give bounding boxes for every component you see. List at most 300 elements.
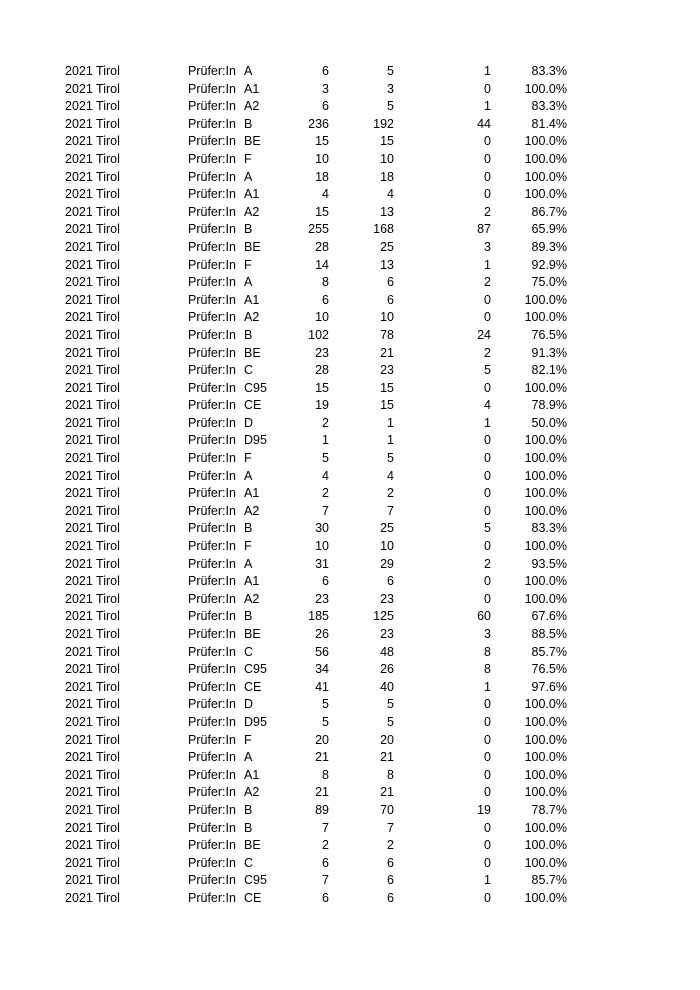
year-region-cell: 2021 Tirol <box>65 539 120 554</box>
pass-rate-cell: 100.0% <box>524 732 567 747</box>
year-region-cell: 2021 Tirol <box>65 134 120 149</box>
license-class-cell: CE <box>244 890 262 905</box>
pass-rate-cell: 92.9% <box>531 257 567 272</box>
total-count-cell: 23 <box>315 345 329 360</box>
year-region-cell: 2021 Tirol <box>65 556 120 571</box>
total-count-cell: 5 <box>322 697 329 712</box>
failed-count-cell: 0 <box>484 750 491 765</box>
pass-rate-cell: 93.5% <box>531 556 567 571</box>
passed-count-cell: 21 <box>380 345 394 360</box>
pass-rate-cell: 81.4% <box>531 116 567 131</box>
year-region-cell: 2021 Tirol <box>65 433 120 448</box>
failed-count-cell: 5 <box>484 363 491 378</box>
failed-count-cell: 0 <box>484 767 491 782</box>
pass-rate-cell: 100.0% <box>524 468 567 483</box>
table-row <box>0 450 700 468</box>
pass-rate-cell: 100.0% <box>524 187 567 202</box>
passed-count-cell: 168 <box>373 222 394 237</box>
license-class-cell: BE <box>244 345 261 360</box>
pass-rate-cell: 91.3% <box>531 345 567 360</box>
pass-rate-cell: 100.0% <box>524 697 567 712</box>
license-class-cell: A2 <box>244 503 260 518</box>
pass-rate-cell: 100.0% <box>524 820 567 835</box>
year-region-cell: 2021 Tirol <box>65 380 120 395</box>
failed-count-cell: 0 <box>484 451 491 466</box>
examiner-cell: Prüfer:In <box>188 64 236 78</box>
year-region-cell: 2021 Tirol <box>65 81 120 96</box>
examiner-cell: Prüfer:In <box>188 275 236 290</box>
table-row <box>0 397 700 415</box>
license-class-cell: F <box>244 151 252 166</box>
passed-count-cell: 7 <box>387 503 394 518</box>
year-region-cell: 2021 Tirol <box>65 503 120 518</box>
failed-count-cell: 0 <box>484 292 491 307</box>
examiner-cell: Prüfer:In <box>188 644 236 659</box>
failed-count-cell: 0 <box>484 187 491 202</box>
table-row <box>0 767 700 785</box>
failed-count-cell: 87 <box>477 222 491 237</box>
year-region-cell: 2021 Tirol <box>65 398 120 413</box>
passed-count-cell: 6 <box>387 855 394 870</box>
license-class-cell: D <box>244 697 254 712</box>
year-region-cell: 2021 Tirol <box>65 239 120 254</box>
table-row <box>0 309 700 327</box>
pass-rate-cell: 100.0% <box>524 380 567 395</box>
license-class-cell: A2 <box>244 591 260 606</box>
year-region-cell: 2021 Tirol <box>65 609 120 624</box>
failed-count-cell: 24 <box>477 327 491 342</box>
pass-rate-cell: 75.0% <box>531 275 567 290</box>
examiner-cell: Prüfer:In <box>188 451 236 466</box>
table-row <box>0 644 700 662</box>
table-row <box>0 221 700 239</box>
passed-count-cell: 25 <box>380 521 394 536</box>
passed-count-cell: 23 <box>380 627 394 641</box>
total-count-cell: 6 <box>322 855 329 870</box>
license-class-cell: B <box>244 820 253 835</box>
passed-count-cell: 6 <box>387 873 394 888</box>
total-count-cell: 15 <box>315 204 329 219</box>
total-count-cell: 5 <box>322 451 329 466</box>
license-class-cell: BE <box>244 239 261 254</box>
failed-count-cell: 0 <box>484 468 491 483</box>
year-region-cell: 2021 Tirol <box>65 873 120 888</box>
license-class-cell: A2 <box>244 310 260 325</box>
pass-rate-cell: 100.0% <box>524 292 567 307</box>
license-class-cell: BE <box>244 838 261 853</box>
license-class-cell: A1 <box>244 767 260 782</box>
pass-rate-cell: 100.0% <box>524 714 567 729</box>
passed-count-cell: 10 <box>380 151 394 166</box>
examiner-cell: Prüfer:In <box>188 292 236 307</box>
year-region-cell: 2021 Tirol <box>65 64 120 78</box>
failed-count-cell: 1 <box>484 415 491 430</box>
failed-count-cell: 0 <box>484 820 491 835</box>
table-row <box>0 784 700 802</box>
year-region-cell: 2021 Tirol <box>65 574 120 589</box>
examiner-cell: Prüfer:In <box>188 556 236 571</box>
year-region-cell: 2021 Tirol <box>65 345 120 360</box>
pass-rate-cell: 100.0% <box>524 890 567 905</box>
examiner-cell: Prüfer:In <box>188 468 236 483</box>
license-class-cell: C <box>244 855 254 870</box>
license-class-cell: BE <box>244 627 261 641</box>
table-row <box>0 485 700 503</box>
license-class-cell: F <box>244 257 252 272</box>
total-count-cell: 1 <box>322 433 329 448</box>
examiner-cell: Prüfer:In <box>188 627 236 641</box>
total-count-cell: 10 <box>315 539 329 554</box>
total-count-cell: 2 <box>322 486 329 501</box>
passed-count-cell: 6 <box>387 292 394 307</box>
year-region-cell: 2021 Tirol <box>65 468 120 483</box>
passed-count-cell: 10 <box>380 310 394 325</box>
passed-count-cell: 18 <box>380 169 394 184</box>
examiner-cell: Prüfer:In <box>188 697 236 712</box>
year-region-cell: 2021 Tirol <box>65 204 120 219</box>
examiner-cell: Prüfer:In <box>188 521 236 536</box>
table-row <box>0 292 700 310</box>
pass-rate-cell: 100.0% <box>524 451 567 466</box>
passed-count-cell: 8 <box>387 767 394 782</box>
table-row <box>0 556 700 574</box>
examiner-cell: Prüfer:In <box>188 609 236 624</box>
year-region-cell: 2021 Tirol <box>65 116 120 131</box>
total-count-cell: 2 <box>322 415 329 430</box>
year-region-cell: 2021 Tirol <box>65 820 120 835</box>
year-region-cell: 2021 Tirol <box>65 486 120 501</box>
examiner-cell: Prüfer:In <box>188 345 236 360</box>
examiner-cell: Prüfer:In <box>188 574 236 589</box>
year-region-cell: 2021 Tirol <box>65 679 120 694</box>
total-count-cell: 6 <box>322 99 329 114</box>
total-count-cell: 34 <box>315 662 329 677</box>
license-class-cell: BE <box>244 134 261 149</box>
failed-count-cell: 0 <box>484 574 491 589</box>
year-region-cell: 2021 Tirol <box>65 151 120 166</box>
passed-count-cell: 13 <box>380 257 394 272</box>
passed-count-cell: 15 <box>380 380 394 395</box>
license-class-cell: A <box>244 750 253 765</box>
examiner-cell: Prüfer:In <box>188 204 236 219</box>
table-row <box>0 81 700 99</box>
total-count-cell: 15 <box>315 380 329 395</box>
examiner-cell: Prüfer:In <box>188 398 236 413</box>
table-row <box>0 591 700 609</box>
license-class-cell: A2 <box>244 785 260 800</box>
year-region-cell: 2021 Tirol <box>65 451 120 466</box>
year-region-cell: 2021 Tirol <box>65 855 120 870</box>
table-row <box>0 274 700 292</box>
examiner-cell: Prüfer:In <box>188 750 236 765</box>
passed-count-cell: 5 <box>387 64 394 78</box>
year-region-cell: 2021 Tirol <box>65 363 120 378</box>
pass-rate-cell: 100.0% <box>524 838 567 853</box>
examiner-cell: Prüfer:In <box>188 134 236 149</box>
passed-count-cell: 6 <box>387 890 394 905</box>
passed-count-cell: 15 <box>380 134 394 149</box>
passed-count-cell: 7 <box>387 820 394 835</box>
table-row <box>0 380 700 398</box>
examiner-cell: Prüfer:In <box>188 820 236 835</box>
passed-count-cell: 4 <box>387 468 394 483</box>
passed-count-cell: 192 <box>373 116 394 131</box>
license-class-cell: A1 <box>244 292 260 307</box>
table-row <box>0 362 700 380</box>
year-region-cell: 2021 Tirol <box>65 275 120 290</box>
examiner-cell: Prüfer:In <box>188 732 236 747</box>
license-class-cell: A1 <box>244 187 260 202</box>
pass-rate-cell: 100.0% <box>524 785 567 800</box>
passed-count-cell: 29 <box>380 556 394 571</box>
passed-count-cell: 2 <box>387 486 394 501</box>
total-count-cell: 18 <box>315 169 329 184</box>
pass-rate-cell: 82.1% <box>531 363 567 378</box>
pass-rate-cell: 83.3% <box>531 99 567 114</box>
passed-count-cell: 78 <box>380 327 394 342</box>
license-class-cell: A2 <box>244 204 260 219</box>
table-row <box>0 749 700 767</box>
total-count-cell: 6 <box>322 574 329 589</box>
table-row <box>0 327 700 345</box>
failed-count-cell: 0 <box>484 785 491 800</box>
pass-rate-cell: 100.0% <box>524 539 567 554</box>
passed-count-cell: 6 <box>387 275 394 290</box>
failed-count-cell: 8 <box>484 662 491 677</box>
failed-count-cell: 3 <box>484 239 491 254</box>
table-row <box>0 345 700 363</box>
total-count-cell: 56 <box>315 644 329 659</box>
passed-count-cell: 21 <box>380 750 394 765</box>
year-region-cell: 2021 Tirol <box>65 222 120 237</box>
table-row <box>0 837 700 855</box>
license-class-cell: A2 <box>244 99 260 114</box>
table-row <box>0 661 700 679</box>
year-region-cell: 2021 Tirol <box>65 714 120 729</box>
license-class-cell: A <box>244 275 253 290</box>
total-count-cell: 5 <box>322 714 329 729</box>
passed-count-cell: 21 <box>380 785 394 800</box>
failed-count-cell: 0 <box>484 838 491 853</box>
pass-rate-cell: 83.3% <box>531 64 567 78</box>
passed-count-cell: 10 <box>380 539 394 554</box>
total-count-cell: 19 <box>315 398 329 413</box>
pass-rate-cell: 100.0% <box>524 81 567 96</box>
year-region-cell: 2021 Tirol <box>65 257 120 272</box>
examiner-cell: Prüfer:In <box>188 99 236 114</box>
pass-rate-cell: 100.0% <box>524 855 567 870</box>
total-count-cell: 10 <box>315 151 329 166</box>
total-count-cell: 255 <box>308 222 329 237</box>
examiner-cell: Prüfer:In <box>188 486 236 501</box>
examiner-cell: Prüfer:In <box>188 873 236 888</box>
failed-count-cell: 2 <box>484 275 491 290</box>
examiner-cell: Prüfer:In <box>188 785 236 800</box>
license-class-cell: C <box>244 363 254 378</box>
license-class-cell: CE <box>244 398 262 413</box>
year-region-cell: 2021 Tirol <box>65 310 120 325</box>
license-class-cell: CE <box>244 679 262 694</box>
failed-count-cell: 2 <box>484 204 491 219</box>
year-region-cell: 2021 Tirol <box>65 99 120 114</box>
examiner-cell: Prüfer:In <box>188 116 236 131</box>
passed-count-cell: 1 <box>387 433 394 448</box>
pass-rate-cell: 100.0% <box>524 134 567 149</box>
total-count-cell: 236 <box>308 116 329 131</box>
pass-rate-cell: 100.0% <box>524 767 567 782</box>
failed-count-cell: 2 <box>484 345 491 360</box>
license-class-cell: A <box>244 556 253 571</box>
failed-count-cell: 0 <box>484 732 491 747</box>
failed-count-cell: 1 <box>484 873 491 888</box>
pass-rate-cell: 100.0% <box>524 151 567 166</box>
license-class-cell: F <box>244 732 252 747</box>
examiner-cell: Prüfer:In <box>188 380 236 395</box>
passed-count-cell: 125 <box>373 609 394 624</box>
total-count-cell: 4 <box>322 187 329 202</box>
year-region-cell: 2021 Tirol <box>65 802 120 817</box>
year-region-cell: 2021 Tirol <box>65 591 120 606</box>
table-row <box>0 608 700 626</box>
table-row <box>0 538 700 556</box>
total-count-cell: 8 <box>322 275 329 290</box>
table-row <box>0 573 700 591</box>
pass-rate-cell: 100.0% <box>524 486 567 501</box>
license-class-cell: A <box>244 468 253 483</box>
examiner-cell: Prüfer:In <box>188 187 236 202</box>
pass-rate-cell: 67.6% <box>531 609 567 624</box>
examiner-cell: Prüfer:In <box>188 327 236 342</box>
pass-rate-cell: 88.5% <box>531 627 567 641</box>
total-count-cell: 6 <box>322 64 329 78</box>
year-region-cell: 2021 Tirol <box>65 292 120 307</box>
pass-rate-cell: 85.7% <box>531 644 567 659</box>
pass-rate-cell: 100.0% <box>524 503 567 518</box>
total-count-cell: 2 <box>322 838 329 853</box>
passed-count-cell: 4 <box>387 187 394 202</box>
failed-count-cell: 3 <box>484 627 491 641</box>
passed-count-cell: 13 <box>380 204 394 219</box>
examiner-cell: Prüfer:In <box>188 310 236 325</box>
table-row <box>0 696 700 714</box>
failed-count-cell: 5 <box>484 521 491 536</box>
pass-rate-cell: 100.0% <box>524 433 567 448</box>
failed-count-cell: 0 <box>484 134 491 149</box>
failed-count-cell: 4 <box>484 398 491 413</box>
license-class-cell: B <box>244 222 253 237</box>
total-count-cell: 8 <box>322 767 329 782</box>
license-class-cell: F <box>244 451 252 466</box>
year-region-cell: 2021 Tirol <box>65 521 120 536</box>
table-row <box>0 626 700 644</box>
table-row <box>0 855 700 873</box>
table-row <box>0 257 700 275</box>
total-count-cell: 28 <box>315 363 329 378</box>
passed-count-cell: 70 <box>380 802 394 817</box>
pass-rate-cell: 100.0% <box>524 574 567 589</box>
total-count-cell: 89 <box>315 802 329 817</box>
table-row <box>0 415 700 433</box>
total-count-cell: 7 <box>322 873 329 888</box>
license-class-cell: B <box>244 802 253 817</box>
passed-count-cell: 5 <box>387 99 394 114</box>
passed-count-cell: 20 <box>380 732 394 747</box>
examiner-cell: Prüfer:In <box>188 363 236 378</box>
table-row <box>0 204 700 222</box>
license-class-cell: D <box>244 415 254 430</box>
data-table <box>0 63 700 908</box>
year-region-cell: 2021 Tirol <box>65 327 120 342</box>
year-region-cell: 2021 Tirol <box>65 767 120 782</box>
failed-count-cell: 0 <box>484 169 491 184</box>
failed-count-cell: 0 <box>484 591 491 606</box>
table-row <box>0 169 700 187</box>
examiner-cell: Prüfer:In <box>188 855 236 870</box>
failed-count-cell: 1 <box>484 64 491 78</box>
passed-count-cell: 48 <box>380 644 394 659</box>
failed-count-cell: 0 <box>484 855 491 870</box>
year-region-cell: 2021 Tirol <box>65 627 120 641</box>
passed-count-cell: 25 <box>380 239 394 254</box>
failed-count-cell: 1 <box>484 257 491 272</box>
year-region-cell: 2021 Tirol <box>65 169 120 184</box>
passed-count-cell: 5 <box>387 451 394 466</box>
failed-count-cell: 60 <box>477 609 491 624</box>
examiner-cell: Prüfer:In <box>188 257 236 272</box>
total-count-cell: 102 <box>308 327 329 342</box>
passed-count-cell: 40 <box>380 679 394 694</box>
license-class-cell: D95 <box>244 714 267 729</box>
pass-rate-cell: 97.6% <box>531 679 567 694</box>
failed-count-cell: 0 <box>484 310 491 325</box>
pass-rate-cell: 100.0% <box>524 591 567 606</box>
pass-rate-cell: 65.9% <box>531 222 567 237</box>
failed-count-cell: 8 <box>484 644 491 659</box>
examiner-cell: Prüfer:In <box>188 679 236 694</box>
total-count-cell: 21 <box>315 750 329 765</box>
pass-rate-cell: 78.7% <box>531 802 567 817</box>
total-count-cell: 14 <box>315 257 329 272</box>
failed-count-cell: 19 <box>477 802 491 817</box>
passed-count-cell: 15 <box>380 398 394 413</box>
passed-count-cell: 23 <box>380 363 394 378</box>
pass-rate-cell: 85.7% <box>531 873 567 888</box>
total-count-cell: 31 <box>315 556 329 571</box>
pass-rate-cell: 100.0% <box>524 750 567 765</box>
pass-rate-cell: 76.5% <box>531 327 567 342</box>
failed-count-cell: 0 <box>484 539 491 554</box>
failed-count-cell: 0 <box>484 380 491 395</box>
failed-count-cell: 0 <box>484 890 491 905</box>
table-row <box>0 732 700 750</box>
year-region-cell: 2021 Tirol <box>65 838 120 853</box>
pass-rate-cell: 76.5% <box>531 662 567 677</box>
passed-count-cell: 5 <box>387 714 394 729</box>
total-count-cell: 20 <box>315 732 329 747</box>
total-count-cell: 21 <box>315 785 329 800</box>
examiner-cell: Prüfer:In <box>188 539 236 554</box>
table-row <box>0 239 700 257</box>
license-class-cell: C95 <box>244 380 267 395</box>
license-class-cell: B <box>244 116 253 131</box>
year-region-cell: 2021 Tirol <box>65 662 120 677</box>
pass-rate-cell: 100.0% <box>524 169 567 184</box>
passed-count-cell: 6 <box>387 574 394 589</box>
total-count-cell: 23 <box>315 591 329 606</box>
table-row <box>0 63 700 81</box>
table-row <box>0 890 700 908</box>
total-count-cell: 28 <box>315 239 329 254</box>
